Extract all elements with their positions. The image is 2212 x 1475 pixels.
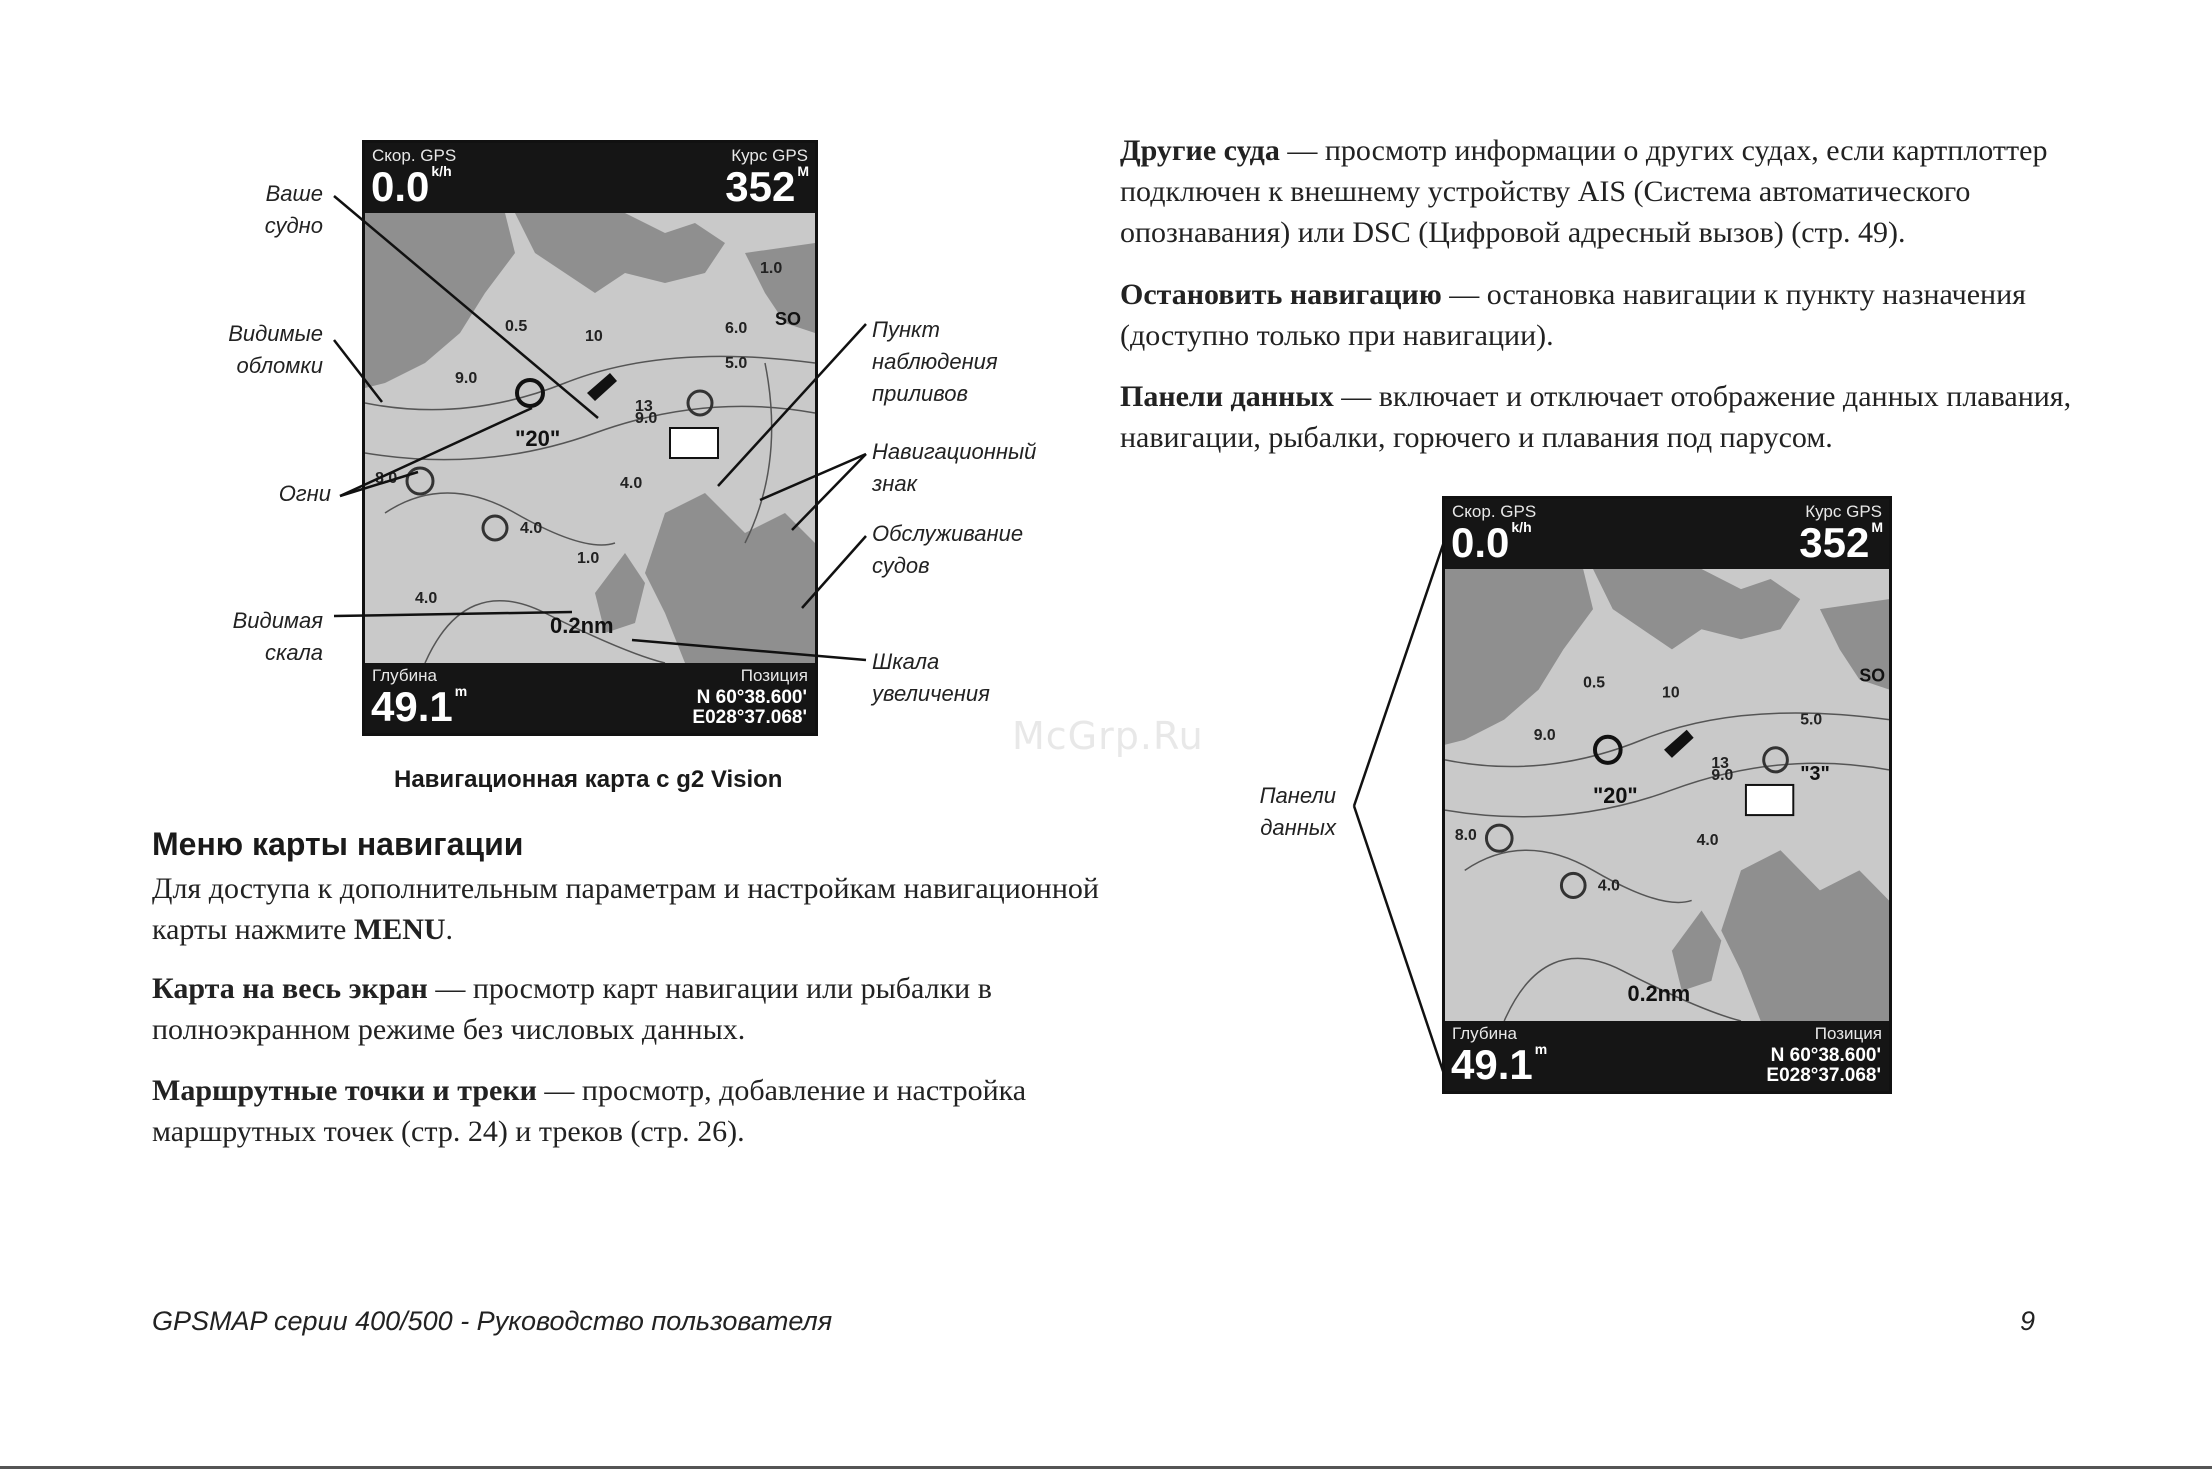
map-scale-label: 0.2nm [550,613,614,638]
depth-value: 49.1 $^m$ [1451,1041,1548,1088]
svg-text:1.0: 1.0 [577,550,600,567]
map-scale-label: 0.2nm [1627,980,1691,1006]
svg-text:4.0: 4.0 [520,520,543,537]
svg-text:1.0: 1.0 [760,260,783,277]
map-so-label: SO [775,309,802,329]
course-label: Курс GPS [1805,502,1882,521]
bottom-data-bar [1445,1021,1889,1091]
position-lat: N 60°38.600' [696,687,807,708]
svg-text:4.0: 4.0 [1696,832,1719,850]
callout-nav-aid: Навигационный знак [872,439,1037,496]
svg-text:13: 13 [635,398,653,415]
svg-text:10: 10 [1662,684,1680,702]
svg-text:5.0: 5.0 [725,355,748,372]
svg-text:6.0: 6.0 [725,320,748,337]
svg-text:0.5: 0.5 [505,318,528,335]
speed-value: 0.0 $^{k/h}$ [371,163,452,210]
map-bigtext: "20" [515,426,561,451]
svg-text:0.5: 0.5 [1583,674,1606,692]
callout-visible-rock: Видимая скала [232,608,323,665]
top-data-bar [365,143,815,213]
map-marker-label: "3" [1800,762,1830,785]
menu-item-waypoints-tracks: Маршрутные точки и треки — просмотр, добавление и настройка маршрутных точек (стр. 24) и треков (стр. 26). [152,1074,1027,1148]
depth-label: Глубина [372,666,437,685]
position-lon: E028°37.068' [1766,1065,1881,1086]
menu-item-fullscreen: Карта на весь экран — просмотр карт навигации или рыбалки в полноэкранном режиме без числовых данных. [152,972,992,1046]
speed-label: Скор. GPS [1452,502,1537,521]
page-number: 9 [2020,1306,2036,1336]
svg-text:4.0: 4.0 [620,475,643,492]
callout-marine-services: Обслуживание судов [872,521,1024,578]
chart-map [365,213,815,663]
svg-text:13: 13 [1711,754,1729,772]
speed-value: 0.0 $^{k/h}$ [1451,519,1532,566]
section-heading: Меню карты навигации [152,826,524,862]
course-label: Курс GPS [731,146,808,165]
menu-item-data-bars: Панели данных — включает и отключает отображение данных плавания, навигации, рыбалки, горючего и плавания под парусом. [1120,380,2072,454]
map-bigtext: "20" [1593,782,1638,809]
depth-value: 49.1 $^m$ [371,683,468,730]
svg-text:4.0: 4.0 [1597,877,1620,895]
position-lon: E028°37.068' [692,707,807,728]
svg-text:9.0: 9.0 [455,370,478,387]
top-data-bar [1445,499,1889,569]
chart-screen-left [362,140,818,736]
position-label: Позиция [1814,1024,1882,1043]
course-value: 352 $^M$ [725,163,809,210]
callout-visible-wrecks: Видимые обломки [228,321,323,378]
svg-text:9.0: 9.0 [1533,726,1556,744]
svg-text:9.0: 9.0 [1711,766,1734,784]
speed-label: Скор. GPS [372,146,457,165]
callout-your-vessel: Ваше судно [264,181,323,238]
figure-caption: Навигационная карта с g2 Vision [394,766,783,793]
svg-text:10: 10 [585,328,603,345]
bottom-rule [0,1466,2212,1469]
svg-text:9.0: 9.0 [635,410,658,427]
map-so-label: SO [1859,665,1886,686]
bottom-data-bar [365,663,815,733]
course-value: 352 $^M$ [1799,519,1883,566]
position-label: Позиция [740,666,808,685]
svg-text:4.0: 4.0 [415,590,438,607]
menu-item-other-vessels: Другие суда — просмотр информации о других судах, если картплоттер подключен к внешнему устройству AIS (Система автоматического опознавания) или DSC (Цифровой адресный вызов) (стр. 49). [1120,134,2048,249]
svg-text:8.0: 8.0 [1454,827,1477,845]
svg-text:8.0: 8.0 [375,470,398,487]
callout-zoom-scale: Шкала увеличения [872,649,990,706]
callout-lights: Огни [278,481,331,506]
chart-map [1445,569,1889,1021]
depth-label: Глубина [1452,1024,1517,1043]
callout-tide-station: Пункт наблюдения приливов [872,317,998,406]
section-intro: Для доступа к дополнительным параметрам и настройкам навигационной карты нажмите MENU. [152,872,1099,946]
position-lat: N 60°38.600' [1770,1045,1881,1066]
menu-item-stop-navigation: Остановить навигацию — остановка навигации к пункту назначения (доступно только при навигации). [1120,278,2026,352]
watermark: McGrp.Ru [1012,714,1204,758]
footer-title: GPSMAP серии 400/500 - Руководство пользователя [152,1306,833,1336]
svg-text:5.0: 5.0 [1800,711,1823,729]
chart-screen-right [1442,496,1892,1094]
callout-data-bars: Панели данных [1259,783,1336,840]
